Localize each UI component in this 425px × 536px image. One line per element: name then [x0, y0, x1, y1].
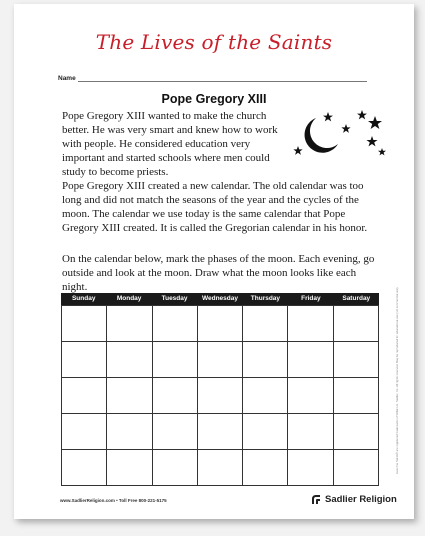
- paragraph-instructions: On the calendar below, mark the phases of the moon. Each evening, go outside and look at the moon. Draw what the moon looks like each night.: [62, 253, 375, 293]
- star-icon: [341, 124, 350, 133]
- calendar-grid: [61, 305, 379, 486]
- calendar-day-cell[interactable]: [62, 342, 107, 378]
- calendar-day-cell[interactable]: [334, 378, 379, 414]
- calendar-day-cell[interactable]: [107, 306, 152, 342]
- calendar-day-cell[interactable]: [153, 342, 198, 378]
- calendar-day-cell[interactable]: [107, 342, 152, 378]
- moon-and-stars-illustration: [290, 108, 390, 168]
- sadlier-mark-icon: [310, 493, 322, 505]
- day-header-sunday: Sunday: [71, 295, 96, 302]
- calendar-day-cell[interactable]: [243, 306, 288, 342]
- calendar-day-cell[interactable]: [107, 450, 152, 486]
- crescent-moon-icon: [305, 118, 338, 153]
- rights-notice: Lives the Saints® are registered trademarks of William H. Sadlier, Inc. All rights reserved. May be reproduced for educational use (not commercial use).: [395, 286, 399, 474]
- calendar-day-cell[interactable]: [198, 306, 243, 342]
- calendar-day-cell[interactable]: [62, 306, 107, 342]
- calendar-day-cell[interactable]: [153, 414, 198, 450]
- calendar-day-cell[interactable]: [288, 450, 333, 486]
- day-header-monday: Monday: [116, 295, 142, 302]
- paragraph-calendar: Pope Gregory XIII created a new calendar. The old calendar was too long and did not match the seasons of the year and the cycles of the moon. The calendar we use today is the same calendar that Pope Gregory XIII created. It is called the Gregorian calendar in his honor.: [62, 180, 368, 234]
- calendar-day-cell[interactable]: [243, 414, 288, 450]
- calendar-day-cell[interactable]: [107, 414, 152, 450]
- day-header-thursday: Thursday: [250, 295, 281, 302]
- star-icon: [323, 112, 333, 121]
- calendar-day-cell[interactable]: [288, 342, 333, 378]
- name-label: Name: [58, 75, 76, 82]
- page-title: Pope Gregory XIII: [161, 92, 267, 106]
- star-icon: [293, 146, 302, 155]
- star-icon: [366, 136, 377, 146]
- calendar-day-cell[interactable]: [334, 414, 379, 450]
- calendar-day-cell[interactable]: [243, 342, 288, 378]
- calendar-day-cell[interactable]: [334, 306, 379, 342]
- star-icon: [368, 116, 382, 129]
- worksheet-page: [14, 4, 414, 519]
- calendar-day-cell[interactable]: [62, 414, 107, 450]
- day-header-tuesday: Tuesday: [161, 295, 188, 302]
- calendar-day-cell[interactable]: [334, 450, 379, 486]
- day-header-saturday: Saturday: [342, 295, 371, 302]
- calendar-day-cell[interactable]: [243, 378, 288, 414]
- calendar-day-cell[interactable]: [107, 378, 152, 414]
- calendar-day-cell[interactable]: [153, 450, 198, 486]
- calendar-day-cell[interactable]: [198, 378, 243, 414]
- day-header-friday: Friday: [301, 295, 321, 302]
- calendar-day-cell[interactable]: [198, 450, 243, 486]
- brand-name: Sadlier Religion: [325, 493, 397, 505]
- star-icon: [378, 148, 386, 155]
- calendar-day-cell[interactable]: [198, 414, 243, 450]
- calendar-day-cell[interactable]: [62, 378, 107, 414]
- calendar-day-cell[interactable]: [288, 378, 333, 414]
- calendar-day-cell[interactable]: [198, 342, 243, 378]
- footer-contact: www.SadlierReligion.com • Toll Free 800-221-5175: [60, 498, 167, 503]
- calendar-day-cell[interactable]: [62, 450, 107, 486]
- calendar-day-cell[interactable]: [153, 306, 198, 342]
- series-title: The Lives of the Saints: [95, 30, 333, 54]
- paragraph-intro: Pope Gregory XIII wanted to make the church better. He was very smart and knew how to work with people. He considered education very important and started schools where men could study to become priests.: [62, 110, 278, 178]
- calendar-day-cell[interactable]: [334, 342, 379, 378]
- sadlier-logo: [310, 493, 397, 505]
- name-field-line[interactable]: [78, 81, 367, 82]
- calendar-day-cell[interactable]: [288, 306, 333, 342]
- calendar-day-cell[interactable]: [243, 450, 288, 486]
- moon-phase-calendar: [61, 293, 379, 486]
- star-icon: [357, 110, 367, 119]
- calendar-day-cell[interactable]: [153, 378, 198, 414]
- calendar-day-cell[interactable]: [288, 414, 333, 450]
- calendar-header: [61, 293, 379, 305]
- day-header-wednesday: Wednesday: [201, 295, 238, 302]
